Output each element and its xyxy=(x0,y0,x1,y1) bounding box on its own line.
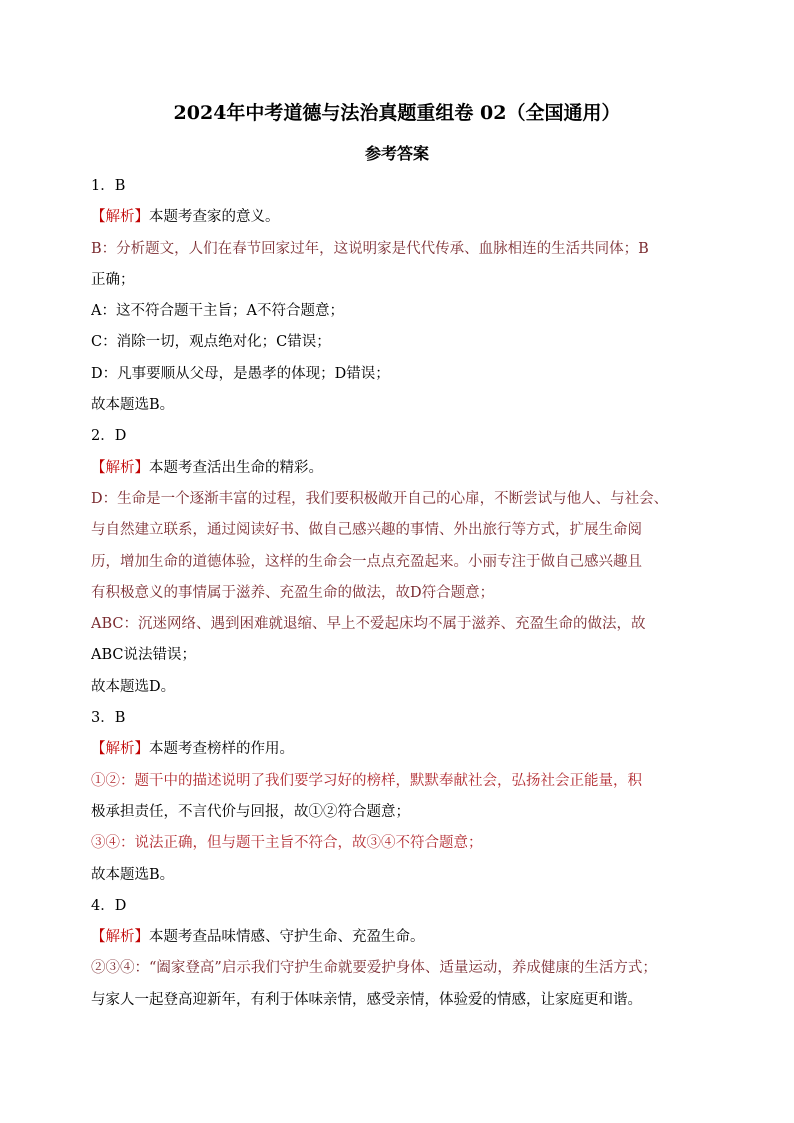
text-line xyxy=(91,640,711,671)
page-subtitle: 参考答案 xyxy=(364,144,429,163)
line-text: 本题考查活出生命的精彩。 xyxy=(149,459,323,476)
text-line xyxy=(91,547,711,578)
answer-content xyxy=(91,171,711,1016)
text-line xyxy=(91,828,711,859)
line-text: ①②：题干中的描述说明了我们要学习好的榜样，默默奉献社会，弘扬社会正能量，积 xyxy=(91,772,642,789)
text-line xyxy=(91,797,711,828)
text-line xyxy=(91,766,711,797)
line-text: 历，增加生命的道德体验，这样的生命会一点点充盈起来。小丽专注于做自己感兴趣且 xyxy=(91,553,642,570)
line-text: D：生命是一个逐渐丰富的过程，我们要积极敞开自己的心扉，不断尝试与他人、与社会、 xyxy=(91,490,669,507)
text-line xyxy=(91,390,711,421)
line-text: A：这不符合题干主旨；A不符合题意； xyxy=(91,303,344,320)
line-text: 有积极意义的事情属于滋养、充盈生命的做法，故D符合题意； xyxy=(91,584,495,601)
text-line xyxy=(91,171,711,202)
text-line xyxy=(91,484,711,515)
text-line xyxy=(91,734,711,765)
analysis-label: 【解析】 xyxy=(91,929,149,946)
text-line xyxy=(91,359,711,390)
text-line xyxy=(91,296,711,327)
text-line xyxy=(91,578,711,609)
line-text: 2．D xyxy=(91,428,127,445)
line-text: B：分析题文，人们在春节回家过年，这说明家是代代传承、血脉相连的生活共同体；B xyxy=(91,240,649,257)
text-line xyxy=(91,421,711,452)
text-line xyxy=(91,703,711,734)
line-text: ABC说法错误； xyxy=(91,647,196,664)
analysis-label: 【解析】 xyxy=(91,459,149,476)
text-line xyxy=(91,672,711,703)
line-text: 与家人一起登高迎新年，有利于体味亲情，感受亲情，体验爱的情感，让家庭更和谐。 xyxy=(91,991,642,1008)
text-line xyxy=(91,265,711,296)
line-text: 1．B xyxy=(91,178,126,194)
analysis-label: 【解析】 xyxy=(91,741,149,758)
line-text: C：消除一切，观点绝对化；C错误； xyxy=(91,334,331,351)
line-text: D：凡事要顺从父母，是愚孝的体现；D错误； xyxy=(91,365,390,382)
line-text: 极承担责任，不言代价与回报，故①②符合题意； xyxy=(91,803,410,820)
text-line xyxy=(91,202,711,233)
line-text: 与自然建立联系，通过阅读好书、做自己感兴趣的事情、外出旅行等方式，扩展生命阅 xyxy=(91,522,642,539)
text-line xyxy=(91,515,711,546)
text-line xyxy=(91,327,711,358)
text-line xyxy=(91,860,711,891)
line-text: ②③④：“阖家登高”启示我们守护生命就要爱护身体、适量运动，养成健康的生活方式； xyxy=(91,960,657,977)
line-text: 故本题选D。 xyxy=(91,678,176,695)
line-text: 故本题选B。 xyxy=(91,866,175,883)
line-text: 正确； xyxy=(91,271,135,288)
line-text: 4．D xyxy=(91,897,127,914)
line-text: 本题考查榜样的作用。 xyxy=(149,741,294,758)
text-line xyxy=(91,891,711,922)
line-text: 3．B xyxy=(91,710,126,727)
line-text: ③④：说法正确，但与题干主旨不符合，故③④不符合题意； xyxy=(91,835,483,852)
line-text: 本题考查品味情感、守护生命、充盈生命。 xyxy=(149,929,425,946)
line-text: ABC：沉迷网络、遇到困难就退缩、早上不爱起床均不属于滋养、充盈生命的做法，故 xyxy=(91,616,646,633)
text-line xyxy=(91,609,711,640)
text-line xyxy=(91,234,711,265)
text-line xyxy=(91,453,711,484)
page-title: 2024年中考道德与法治真题重组卷 02（全国通用） xyxy=(173,102,621,124)
line-text: 本题考查家的意义。 xyxy=(149,209,280,226)
line-text: 故本题选B。 xyxy=(91,397,175,414)
text-line xyxy=(91,922,711,953)
text-line xyxy=(91,985,711,1016)
text-line xyxy=(91,953,711,984)
analysis-label: 【解析】 xyxy=(91,209,149,226)
